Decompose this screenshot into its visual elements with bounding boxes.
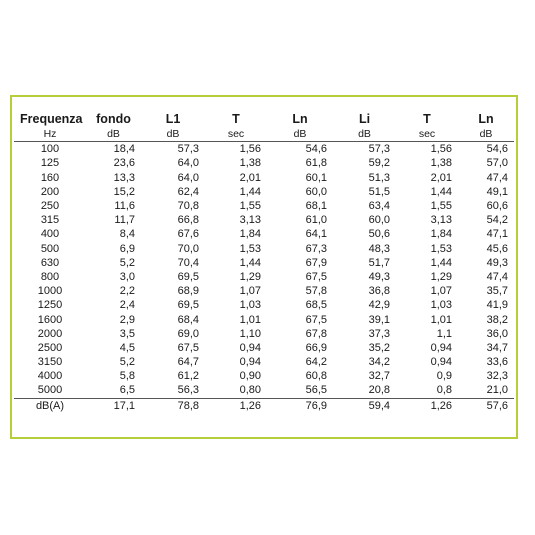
table-cell: 5000 <box>37 384 63 397</box>
table-cell: 64,2 <box>305 356 327 369</box>
table-cell: 200 <box>40 185 60 198</box>
table-cell: 2,2 <box>119 285 135 298</box>
table-cell: 2,4 <box>119 299 135 312</box>
table-row <box>14 185 514 199</box>
table-row <box>14 270 514 284</box>
table-cell: 1,44 <box>239 256 261 269</box>
table-cell: 60,8 <box>305 370 327 383</box>
table-cell: 61,8 <box>305 157 327 170</box>
table-cell: 1,38 <box>239 157 261 170</box>
table-cell: 18,4 <box>113 143 135 156</box>
table-cell: 1,01 <box>430 313 452 326</box>
unit-cell: dB <box>333 127 396 142</box>
table-row <box>14 199 514 213</box>
table-cell: 32,7 <box>368 370 390 383</box>
table-cell: 4000 <box>37 370 63 383</box>
table-cell: 67,3 <box>305 242 327 255</box>
table-cell: 36,0 <box>486 327 508 340</box>
table-cell: 3,0 <box>119 270 135 283</box>
table-cell: 67,6 <box>177 228 199 241</box>
total-cell: dB(A) <box>14 398 86 413</box>
header-cell: Ln <box>478 111 494 126</box>
table-cell: 0,80 <box>239 384 261 397</box>
table-cell: 57,3 <box>368 143 390 156</box>
table-cell: 1,03 <box>239 299 261 312</box>
unit-cell: sec <box>205 127 267 142</box>
table-cell: 38,2 <box>486 313 508 326</box>
table-cell: 3150 <box>37 356 63 369</box>
table-cell: 63,4 <box>368 200 390 213</box>
total-cell: 1,26 <box>205 398 267 413</box>
total-cell: 1,26 <box>396 398 458 413</box>
table-row <box>14 355 514 369</box>
table-cell: 1,56 <box>430 143 452 156</box>
table-cell: 0,94 <box>430 341 452 354</box>
table-cell: 33,6 <box>486 356 508 369</box>
table-row <box>14 142 514 157</box>
table-cell: 67,5 <box>177 341 199 354</box>
total-cell: 57,6 <box>458 398 514 413</box>
total-row <box>14 398 514 413</box>
header-cell: fondo <box>96 111 131 126</box>
table-cell: 1,55 <box>239 200 261 213</box>
table-cell: 4,5 <box>119 341 135 354</box>
table-cell: 1,44 <box>430 185 452 198</box>
table-cell: 5,8 <box>119 370 135 383</box>
total-cell: 76,9 <box>267 398 333 413</box>
table-cell: 2000 <box>37 327 63 340</box>
table-cell: 1250 <box>37 299 63 312</box>
table-cell: 68,1 <box>305 200 327 213</box>
table-cell: 315 <box>40 214 60 227</box>
table-cell: 1600 <box>37 313 63 326</box>
table-cell: 1,38 <box>430 157 452 170</box>
unit-cell: sec <box>396 127 458 142</box>
table-cell: 1,10 <box>239 327 261 340</box>
table-row <box>14 213 514 227</box>
unit-cell: Hz <box>14 127 86 142</box>
table-cell: 1,07 <box>430 285 452 298</box>
unit-cell: dB <box>267 127 333 142</box>
table-cell: 67,5 <box>305 270 327 283</box>
table-cell: 0,90 <box>239 370 261 383</box>
total-cell: 78,8 <box>141 398 205 413</box>
table-cell: 800 <box>40 270 60 283</box>
table-cell: 67,8 <box>305 327 327 340</box>
table-row <box>14 227 514 241</box>
table-cell: 1,03 <box>430 299 452 312</box>
table-cell: 23,6 <box>113 157 135 170</box>
table-cell: 60,0 <box>368 214 390 227</box>
table-cell: 1,53 <box>430 242 452 255</box>
table-cell: 5,2 <box>119 256 135 269</box>
table-row <box>14 284 514 298</box>
table-row <box>14 156 514 170</box>
header-cell: Frequenza <box>20 111 83 126</box>
table-cell: 35,7 <box>486 285 508 298</box>
table-cell: 1000 <box>37 285 63 298</box>
table-cell: 250 <box>40 200 60 213</box>
table-cell: 125 <box>40 157 60 170</box>
table-row <box>14 256 514 270</box>
total-cell: 17,1 <box>86 398 141 413</box>
table-cell: 2,01 <box>239 171 261 184</box>
table-cell: 400 <box>40 228 60 241</box>
total-cell: 59,4 <box>333 398 396 413</box>
header-cell: Li <box>358 111 371 126</box>
table-cell: 70,0 <box>177 242 199 255</box>
header-cell: T <box>423 111 431 126</box>
table-cell: 69,5 <box>177 270 199 283</box>
table-cell: 34,2 <box>368 356 390 369</box>
table-cell: 11,6 <box>114 200 135 213</box>
table-cell: 67,9 <box>305 256 327 269</box>
table-cell: 1,44 <box>239 185 261 198</box>
table-cell: 68,5 <box>305 299 327 312</box>
table-cell: 21,0 <box>486 384 508 397</box>
table-cell: 37,3 <box>368 327 390 340</box>
table-cell: 6,5 <box>119 384 135 397</box>
table-cell: 57,8 <box>305 285 327 298</box>
table-cell: 2,9 <box>119 313 135 326</box>
table-row <box>14 327 514 341</box>
table-cell: 42,9 <box>368 299 390 312</box>
header-row <box>14 110 514 127</box>
table-row <box>14 369 514 383</box>
table-cell: 160 <box>40 171 60 184</box>
table-cell: 70,4 <box>177 256 199 269</box>
table-cell: 32,3 <box>486 370 508 383</box>
table-cell: 35,2 <box>368 341 390 354</box>
table-cell: 47,4 <box>486 171 508 184</box>
units-row <box>14 127 514 142</box>
table-cell: 500 <box>40 242 60 255</box>
table-cell: 64,0 <box>177 171 199 184</box>
table-cell: 61,0 <box>305 214 327 227</box>
table-cell: 3,13 <box>239 214 261 227</box>
table-cell: 56,5 <box>305 384 327 397</box>
table-cell: 54,6 <box>305 143 327 156</box>
table-cell: 1,55 <box>430 200 452 213</box>
table-cell: 57,3 <box>177 143 199 156</box>
table-cell: 100 <box>40 143 60 156</box>
header-cell: T <box>232 111 240 126</box>
table-cell: 49,3 <box>368 270 390 283</box>
table-cell: 36,8 <box>368 285 390 298</box>
unit-cell: dB <box>86 127 141 142</box>
table-cell: 45,6 <box>486 242 508 255</box>
table-cell: 56,3 <box>177 384 199 397</box>
table-cell: 0,8 <box>436 384 452 397</box>
table-cell: 1,84 <box>239 228 261 241</box>
table-cell: 1,29 <box>430 270 452 283</box>
table-cell: 1,53 <box>239 242 261 255</box>
table-cell: 68,4 <box>177 313 199 326</box>
table-cell: 1,29 <box>239 270 261 283</box>
measurement-table <box>14 110 514 413</box>
table-cell: 62,4 <box>177 185 199 198</box>
table-cell: 66,9 <box>305 341 327 354</box>
table-cell: 6,9 <box>119 242 135 255</box>
table-cell: 64,7 <box>177 356 199 369</box>
table-cell: 3,13 <box>430 214 452 227</box>
table-row <box>14 298 514 312</box>
table-cell: 41,9 <box>486 299 508 312</box>
table-cell: 34,7 <box>486 341 508 354</box>
table-cell: 51,5 <box>368 185 390 198</box>
table-cell: 60,6 <box>486 200 508 213</box>
table-cell: 1,07 <box>239 285 261 298</box>
table-cell: 2,01 <box>430 171 452 184</box>
table-cell: 0,94 <box>430 356 452 369</box>
table-cell: 59,2 <box>368 157 390 170</box>
table-cell: 69,5 <box>177 299 199 312</box>
table-cell: 0,9 <box>436 370 452 383</box>
table-row <box>14 242 514 256</box>
table-cell: 0,94 <box>239 356 261 369</box>
table-cell: 3,5 <box>119 327 135 340</box>
table-cell: 70,8 <box>177 200 199 213</box>
table-cell: 61,2 <box>177 370 199 383</box>
table-cell: 1,84 <box>430 228 452 241</box>
table-cell: 5,2 <box>119 356 135 369</box>
table-cell: 68,9 <box>177 285 199 298</box>
table-cell: 20,8 <box>368 384 390 397</box>
table-cell: 47,4 <box>486 270 508 283</box>
table-cell: 11,7 <box>114 214 135 227</box>
table-cell: 13,3 <box>113 171 135 184</box>
table-cell: 2500 <box>37 341 63 354</box>
table-cell: 47,1 <box>486 228 508 241</box>
table-cell: 51,3 <box>368 171 390 184</box>
table-cell: 49,1 <box>486 185 508 198</box>
table-cell: 48,3 <box>368 242 390 255</box>
table-cell: 39,1 <box>368 313 390 326</box>
table-row <box>14 383 514 398</box>
unit-cell: dB <box>458 127 514 142</box>
table-cell: 60,0 <box>305 185 327 198</box>
table-cell: 66,8 <box>177 214 199 227</box>
table-cell: 57,0 <box>486 157 508 170</box>
table-cell: 49,3 <box>486 256 508 269</box>
table-cell: 630 <box>40 256 60 269</box>
table-cell: 67,5 <box>305 313 327 326</box>
table-cell: 15,2 <box>113 185 135 198</box>
table-row <box>14 341 514 355</box>
table-row <box>14 312 514 326</box>
table-cell: 1,44 <box>430 256 452 269</box>
table-cell: 1,01 <box>239 313 261 326</box>
table-cell: 60,1 <box>305 171 327 184</box>
table-cell: 69,0 <box>177 327 199 340</box>
header-cell: L1 <box>165 111 181 126</box>
table-cell: 8,4 <box>119 228 135 241</box>
table-cell: 50,6 <box>368 228 390 241</box>
table-cell: 54,6 <box>486 143 508 156</box>
unit-cell: dB <box>141 127 205 142</box>
table-cell: 1,56 <box>239 143 261 156</box>
header-cell: Ln <box>292 111 308 126</box>
table-row <box>14 171 514 185</box>
table-cell: 64,1 <box>305 228 327 241</box>
table-cell: 64,0 <box>177 157 199 170</box>
table-cell: 1,1 <box>436 327 452 340</box>
table-cell: 0,94 <box>239 341 261 354</box>
table-cell: 54,2 <box>486 214 508 227</box>
table-cell: 51,7 <box>368 256 390 269</box>
